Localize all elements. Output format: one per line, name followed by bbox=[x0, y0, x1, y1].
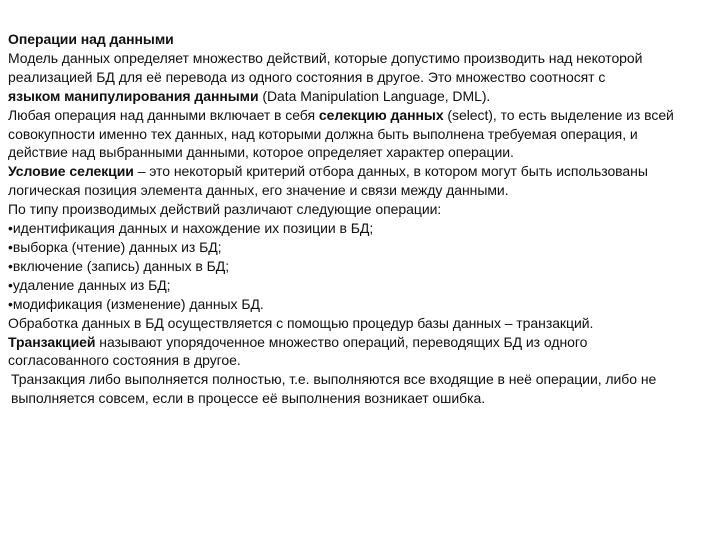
list-item: •модификация (изменение) данных БД. bbox=[8, 295, 264, 312]
paragraph-processing: Обработка данных в БД осуществляется с помощью процедур базы данных – транзакций. bbox=[8, 314, 594, 331]
list-item: •удаление данных из БД; bbox=[8, 276, 171, 293]
page-title: Операции над данными bbox=[8, 31, 174, 47]
term-selection-condition: Условие селекции bbox=[8, 163, 134, 180]
term-dml: языком манипулирования данными bbox=[8, 87, 259, 104]
paragraph-data-model-line-1: Модель данных определяет множество действий, которые допустимо производить над некоторой bbox=[8, 49, 643, 66]
paragraph-condition-line-2: логическая позиция элемента данных, его значение и связи между данными. bbox=[8, 182, 509, 199]
selection-intro: Любая операция над данными включает в себя bbox=[8, 106, 319, 123]
paragraph-transaction-line-2: согласованного состояния в другое. bbox=[8, 352, 241, 369]
term-transaction: Транзакцией bbox=[8, 333, 96, 350]
transaction-definition: называют упорядоченное множество операций, переводящих БД из одного bbox=[95, 333, 588, 350]
term-selection: селекцию данных bbox=[318, 106, 444, 123]
selection-rest: (select), то есть выделение из всей bbox=[443, 106, 674, 123]
paragraph-condition-line-1 bbox=[8, 162, 714, 181]
dml-definition: (Data Manipulation Language, DML). bbox=[258, 87, 491, 104]
paragraph-atomicity-line-1: Транзакция либо выполняется полностью, т.е. выполняются все входящие в неё операции, либо не bbox=[11, 371, 657, 388]
paragraph-atomicity-line-2: выполняется совсем, если в процессе её выполнения возникает ошибка. bbox=[11, 390, 486, 407]
list-item: •включение (запись) данных в БД; bbox=[8, 257, 230, 274]
condition-definition: – это некоторый критерий отбора данных, в котором могут быть использованы bbox=[133, 163, 648, 180]
operations-intro: По типу производимых действий различают следующие операции: bbox=[8, 201, 442, 218]
paragraph-selection-line-3: действие над выбранными данными, которое определяет характер операции. bbox=[8, 144, 514, 161]
list-item: •выборка (чтение) данных из БД; bbox=[8, 238, 222, 255]
paragraph-selection-line-1 bbox=[8, 106, 714, 125]
document-body bbox=[8, 30, 714, 408]
paragraph-selection-line-2: совокупности именно тех данных, над которыми должна быть выполнена требуемая операция, и bbox=[8, 125, 638, 142]
list-item: •идентификация данных и нахождение их позиции в БД; bbox=[8, 220, 374, 237]
paragraph-data-model-line-3 bbox=[8, 87, 714, 106]
paragraph-data-model-line-2: реализацией БД для её перевода из одного состояния в другое. Это множество соотносят с bbox=[8, 68, 606, 85]
paragraph-transaction-line-1 bbox=[8, 333, 714, 352]
